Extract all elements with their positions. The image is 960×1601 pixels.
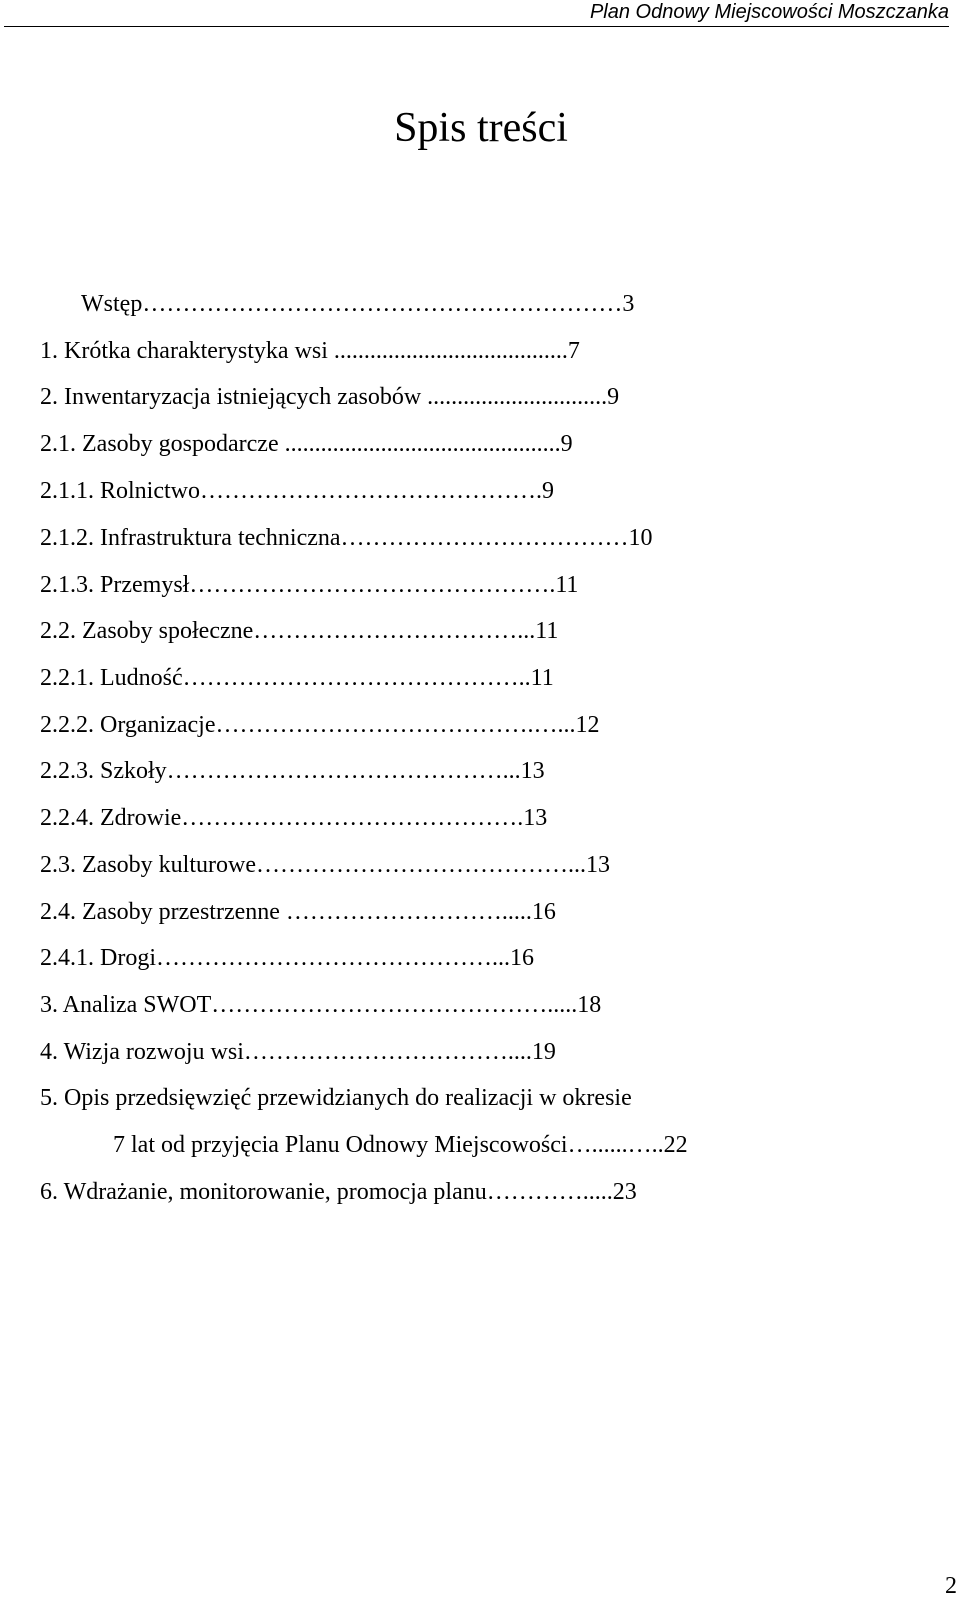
toc-entry-5: 5. Opis przedsięwzięć przewidzianych do realizacji w okresie [40,1085,632,1111]
toc-entry-2-2-2: 2.2.2. Organizacje………………………………….…...12 [40,712,600,738]
toc-entry-2-4-1: 2.4.1. Drogi……………………………………...16 [40,945,534,971]
toc-entry-intro: Wstęp……………………………………………………3 [81,291,635,317]
toc-entry-2: 2. Inwentaryzacja istniejących zasobów ..............................9 [40,384,620,410]
toc-entry-2-2: 2.2. Zasoby społeczne……………………………...11 [40,618,559,644]
toc-entry-6: 6. Wdrażanie, monitorowanie, promocja planu………….....23 [40,1179,637,1205]
toc-entry-3: 3. Analiza SWOT…………………………………….....18 [40,992,602,1018]
toc-entry-2-3: 2.3. Zasoby kulturowe…………………………………...13 [40,852,610,878]
toc-entry-4: 4. Wizja rozwoju wsi……………………………....19 [40,1039,556,1065]
page-title: Spis treści [394,105,568,151]
toc-entry-2-1: 2.1. Zasoby gospodarcze ..............................................9 [40,431,573,457]
toc-entry-2-2-3: 2.2.3. Szkoły……………………………………...13 [40,758,545,784]
toc-entry-2-4: 2.4. Zasoby przestrzenne ……………………….....16 [40,899,556,925]
running-header-title: Plan Odnowy Miejscowości Moszczanka [589,1,949,23]
toc-entry-2-1-3: 2.1.3. Przemysł……………………………………….11 [40,572,579,598]
toc-entry-2-2-1: 2.2.1. Ludność……………………………………..11 [40,665,554,691]
toc-entry-2-1-1: 2.1.1. Rolnictwo…………………………………….9 [40,478,554,504]
toc-entry-5-continuation: 7 lat od przyjęcia Planu Odnowy Miejscowości…......…..22 [113,1132,688,1158]
toc-entry-1: 1. Krótka charakterystyka wsi .......................................7 [40,338,580,364]
page-number: 2 [945,1573,957,1599]
toc-entry-2-1-2: 2.1.2. Infrastruktura techniczna………………………………10 [40,525,653,551]
toc-entry-2-2-4: 2.2.4. Zdrowie…………………………………….13 [40,805,548,831]
running-header [4,0,949,27]
